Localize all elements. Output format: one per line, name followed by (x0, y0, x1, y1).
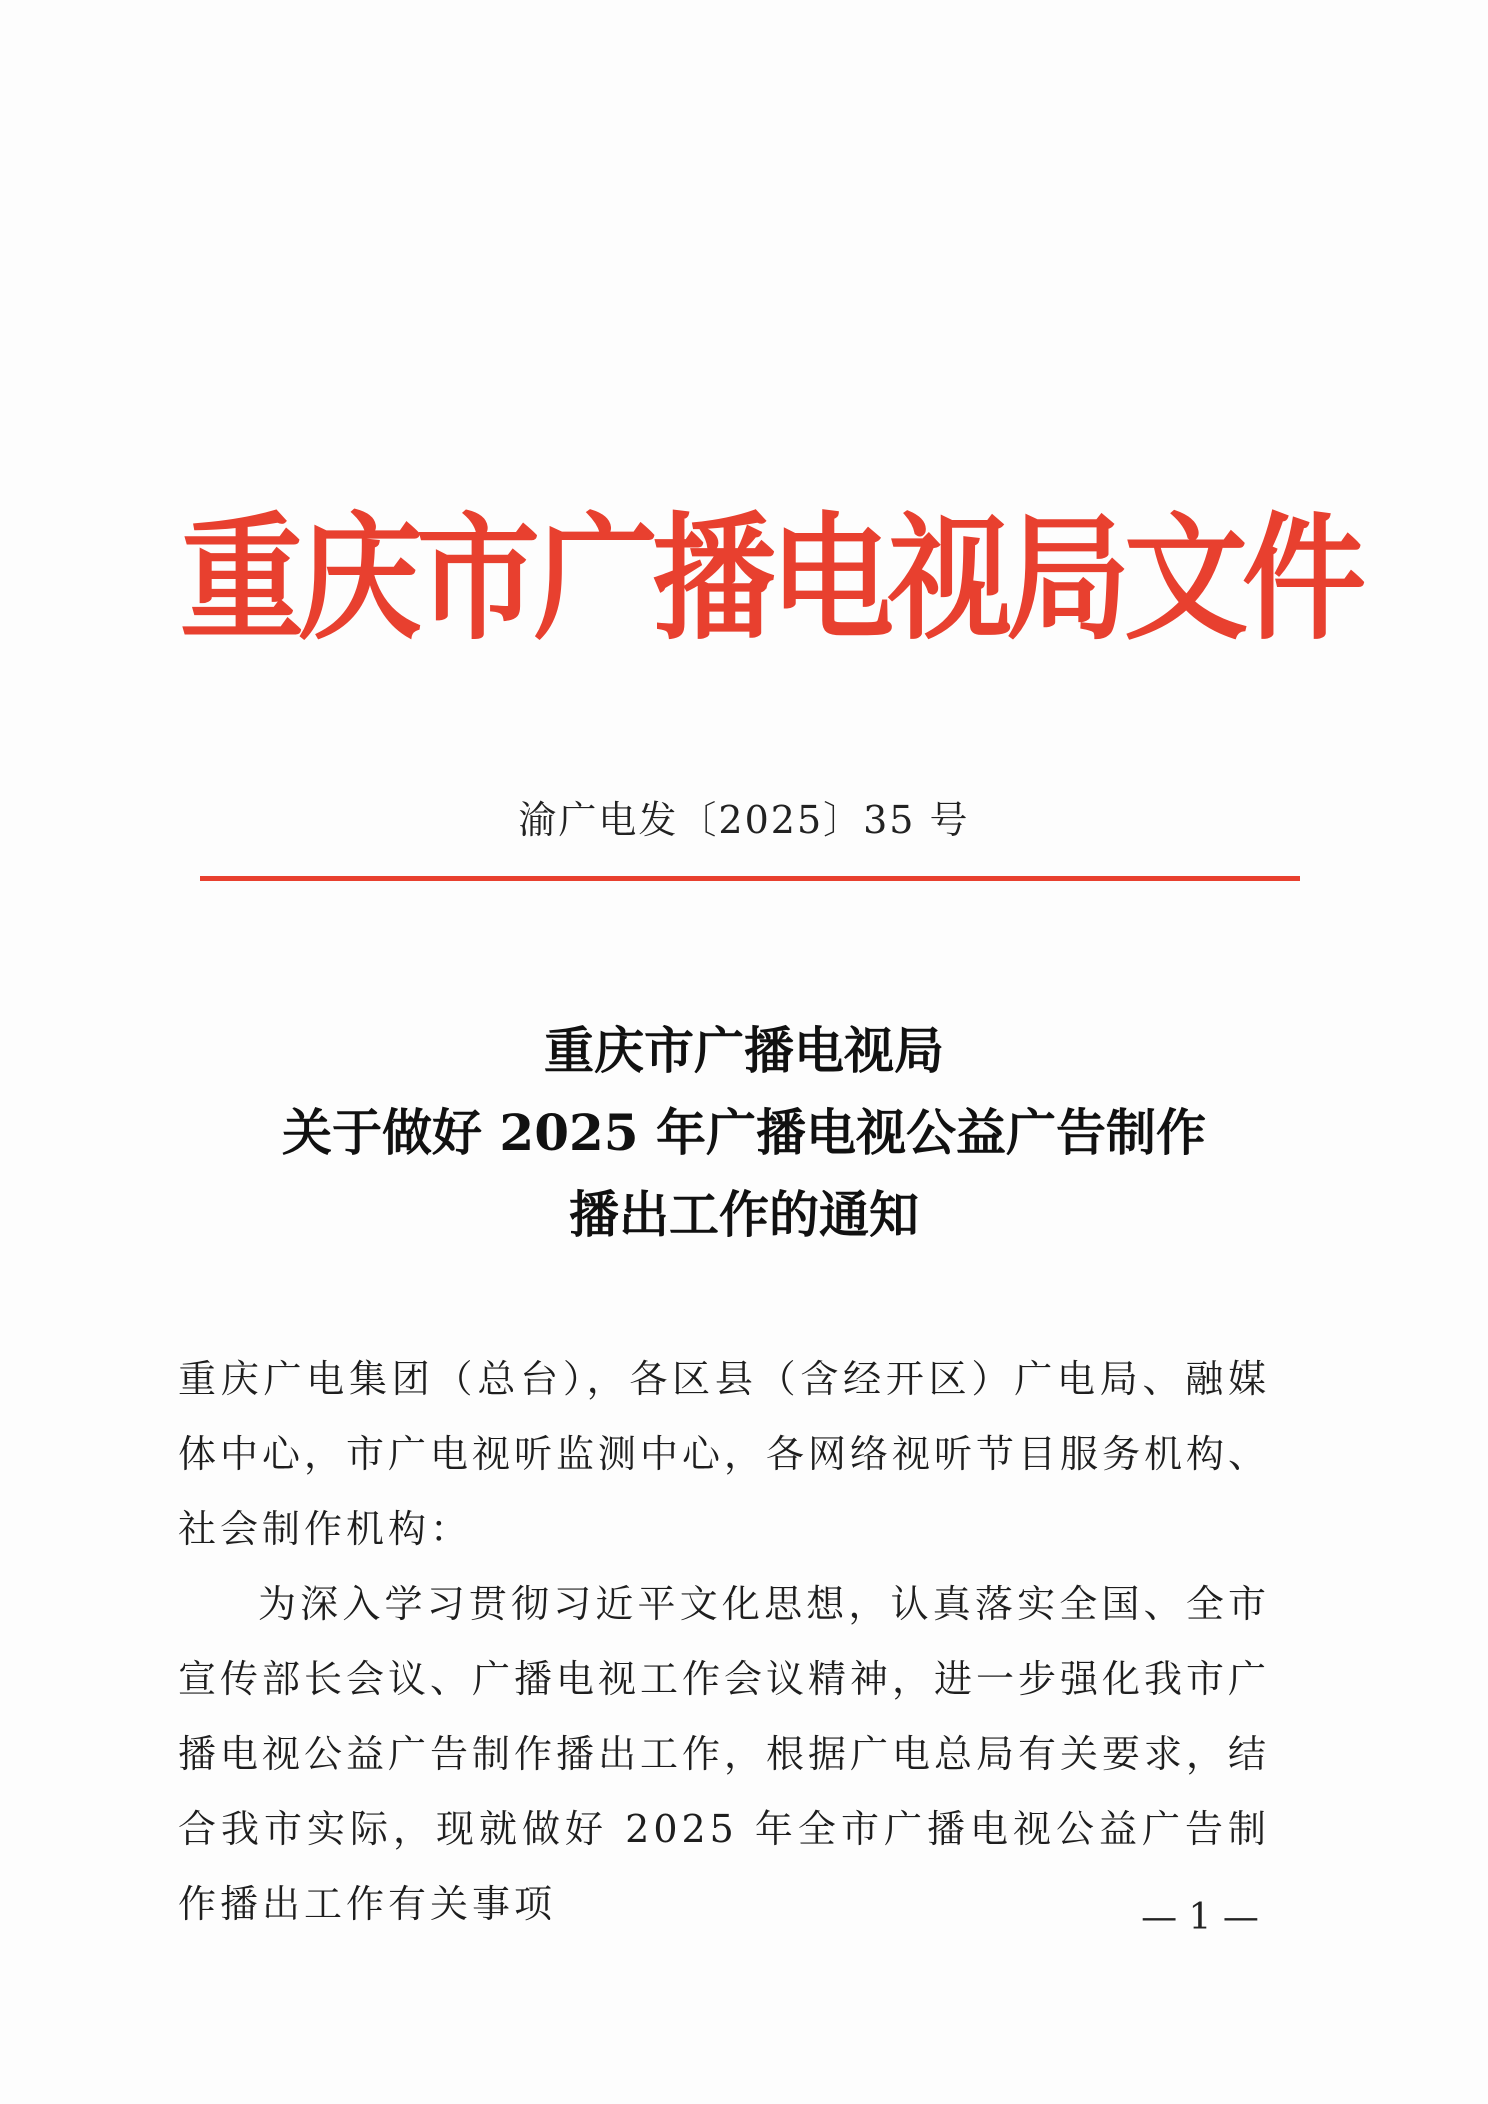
red-divider-line (200, 876, 1300, 881)
title-line-1: 重庆市广播电视局 (544, 1021, 944, 1080)
title-line-3: 播出工作的通知 (569, 1185, 919, 1244)
body-paragraph-1: 为深入学习贯彻习近平文化思想，认真落实全国、全市宣传部长会议、广播电视工作会议精神，进一步强化我市广播电视公益广告制作播出工作，根据广电总局有关要求，结合我市实际，现就做好 2025 年全市广播电视公益广告制作播出工作有关事项 (178, 1582, 1271, 1926)
document-number: 渝广电发〔2025〕35 号 (518, 798, 970, 842)
issuer-heading: 重庆市广播电视局文件 (180, 499, 1361, 660)
addressees-paragraph: 重庆广电集团（总台），各区县（含经开区）广电局、融媒体中心，市广电视听监测中心，各网络视听节目服务机构、社会制作机构： (178, 1357, 1271, 1551)
document-body (178, 1342, 1270, 1942)
title-line-2: 关于做好 2025 年广播电视公益广告制作 (282, 1103, 1206, 1162)
page-number: — 1 — (1141, 1897, 1259, 1938)
document-title (0, 1010, 1488, 1256)
